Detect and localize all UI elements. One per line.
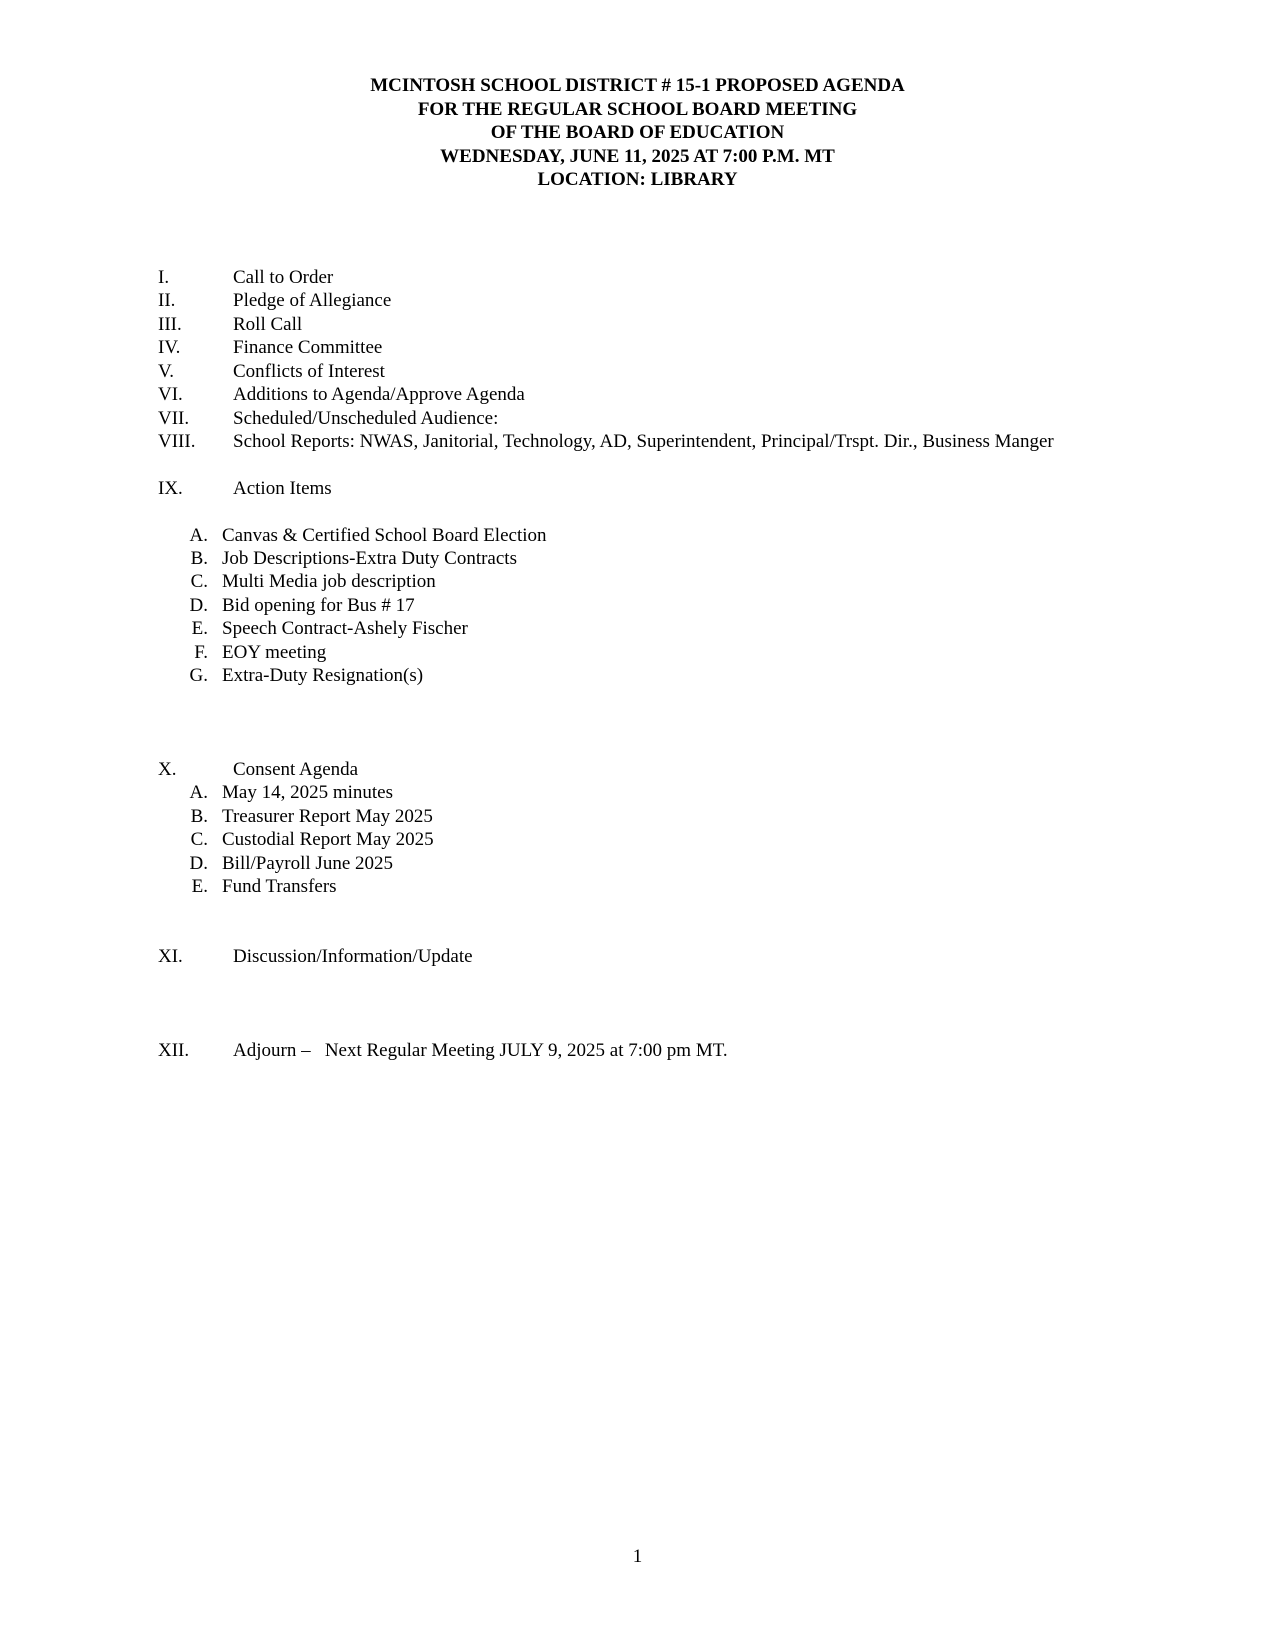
agenda-item-number: IV. bbox=[158, 337, 181, 358]
agenda-item-number: XI. bbox=[158, 946, 183, 967]
action-item-text: Extra-Duty Resignation(s) bbox=[222, 665, 424, 686]
agenda-item-number: I. bbox=[158, 267, 170, 288]
header-line-location: LOCATION: LIBRARY bbox=[537, 169, 738, 190]
agenda-item-text: Action Items bbox=[233, 478, 332, 499]
header-line-board: OF THE BOARD OF EDUCATION bbox=[490, 122, 785, 143]
agenda-item-number: VII. bbox=[158, 408, 190, 429]
agenda-item-text: Roll Call bbox=[233, 314, 303, 335]
header-line-date: WEDNESDAY, JUNE 11, 2025 AT 7:00 P.M. MT bbox=[440, 145, 835, 167]
agenda-item-text: Scheduled/Unscheduled Audience: bbox=[233, 408, 499, 429]
action-item-letter: G. bbox=[189, 665, 208, 686]
agenda-item-number: V. bbox=[158, 361, 175, 382]
agenda-item-text: Adjourn – Next Regular Meeting JULY 9, 2025 at 7:00 pm MT. bbox=[233, 1040, 728, 1061]
consent-item-letter: D. bbox=[189, 853, 208, 874]
consent-item-letter: B. bbox=[190, 806, 208, 827]
action-item-letter: B. bbox=[190, 548, 208, 569]
agenda-item-text: Pledge of Allegiance bbox=[233, 290, 392, 311]
action-item-letter: E. bbox=[191, 618, 208, 639]
header-line-meeting: FOR THE REGULAR SCHOOL BOARD MEETING bbox=[417, 98, 858, 120]
agenda-item-text: Call to Order bbox=[233, 267, 334, 288]
agenda-item-number: VIII. bbox=[158, 431, 196, 452]
consent-item-text: Treasurer Report May 2025 bbox=[222, 806, 433, 827]
action-item-text: Speech Contract-Ashely Fischer bbox=[222, 618, 468, 639]
action-item-text: Bid opening for Bus # 17 bbox=[222, 595, 415, 616]
agenda-header bbox=[0, 74, 1275, 192]
consent-item-letter: C. bbox=[190, 829, 208, 850]
agenda-item-number: IX. bbox=[158, 478, 183, 499]
agenda-item-number: III. bbox=[158, 314, 182, 335]
consent-item-letter: A. bbox=[189, 782, 208, 803]
agenda-item-text: Discussion/Information/Update bbox=[233, 946, 473, 967]
agenda-item-number: XII. bbox=[158, 1040, 190, 1061]
consent-item-text: Fund Transfers bbox=[222, 876, 337, 897]
action-item-text: Canvas & Certified School Board Election bbox=[222, 525, 547, 546]
agenda-item-text: Consent Agenda bbox=[233, 759, 359, 780]
consent-item-text: Bill/Payroll June 2025 bbox=[222, 853, 393, 874]
consent-item-letter: E. bbox=[191, 876, 208, 897]
agenda-item-text: Additions to Agenda/Approve Agenda bbox=[233, 384, 525, 405]
agenda-item-number: X. bbox=[158, 759, 177, 780]
action-item-letter: D. bbox=[189, 595, 208, 616]
consent-item-text: Custodial Report May 2025 bbox=[222, 829, 434, 850]
agenda-item-text: School Reports: NWAS, Janitorial, Technology, AD, Superintendent, Principal/Trspt. Dir., Business Manger bbox=[233, 431, 1054, 452]
agenda-item-number: II. bbox=[158, 290, 176, 311]
action-item-text: Multi Media job description bbox=[222, 571, 436, 592]
agenda-item-text: Finance Committee bbox=[233, 337, 383, 358]
agenda-item-number: VI. bbox=[158, 384, 183, 405]
action-item-letter: C. bbox=[190, 571, 208, 592]
consent-item-text: May 14, 2025 minutes bbox=[222, 782, 393, 803]
action-item-letter: A. bbox=[189, 525, 208, 546]
action-item-text: Job Descriptions-Extra Duty Contracts bbox=[222, 548, 517, 569]
page-number: 1 bbox=[632, 1546, 643, 1567]
header-line-district: MCINTOSH SCHOOL DISTRICT # 15-1 PROPOSED AGENDA bbox=[370, 75, 905, 96]
action-item-letter: F. bbox=[194, 642, 208, 663]
agenda-item-text: Conflicts of Interest bbox=[233, 361, 385, 382]
action-item-text: EOY meeting bbox=[222, 642, 327, 663]
